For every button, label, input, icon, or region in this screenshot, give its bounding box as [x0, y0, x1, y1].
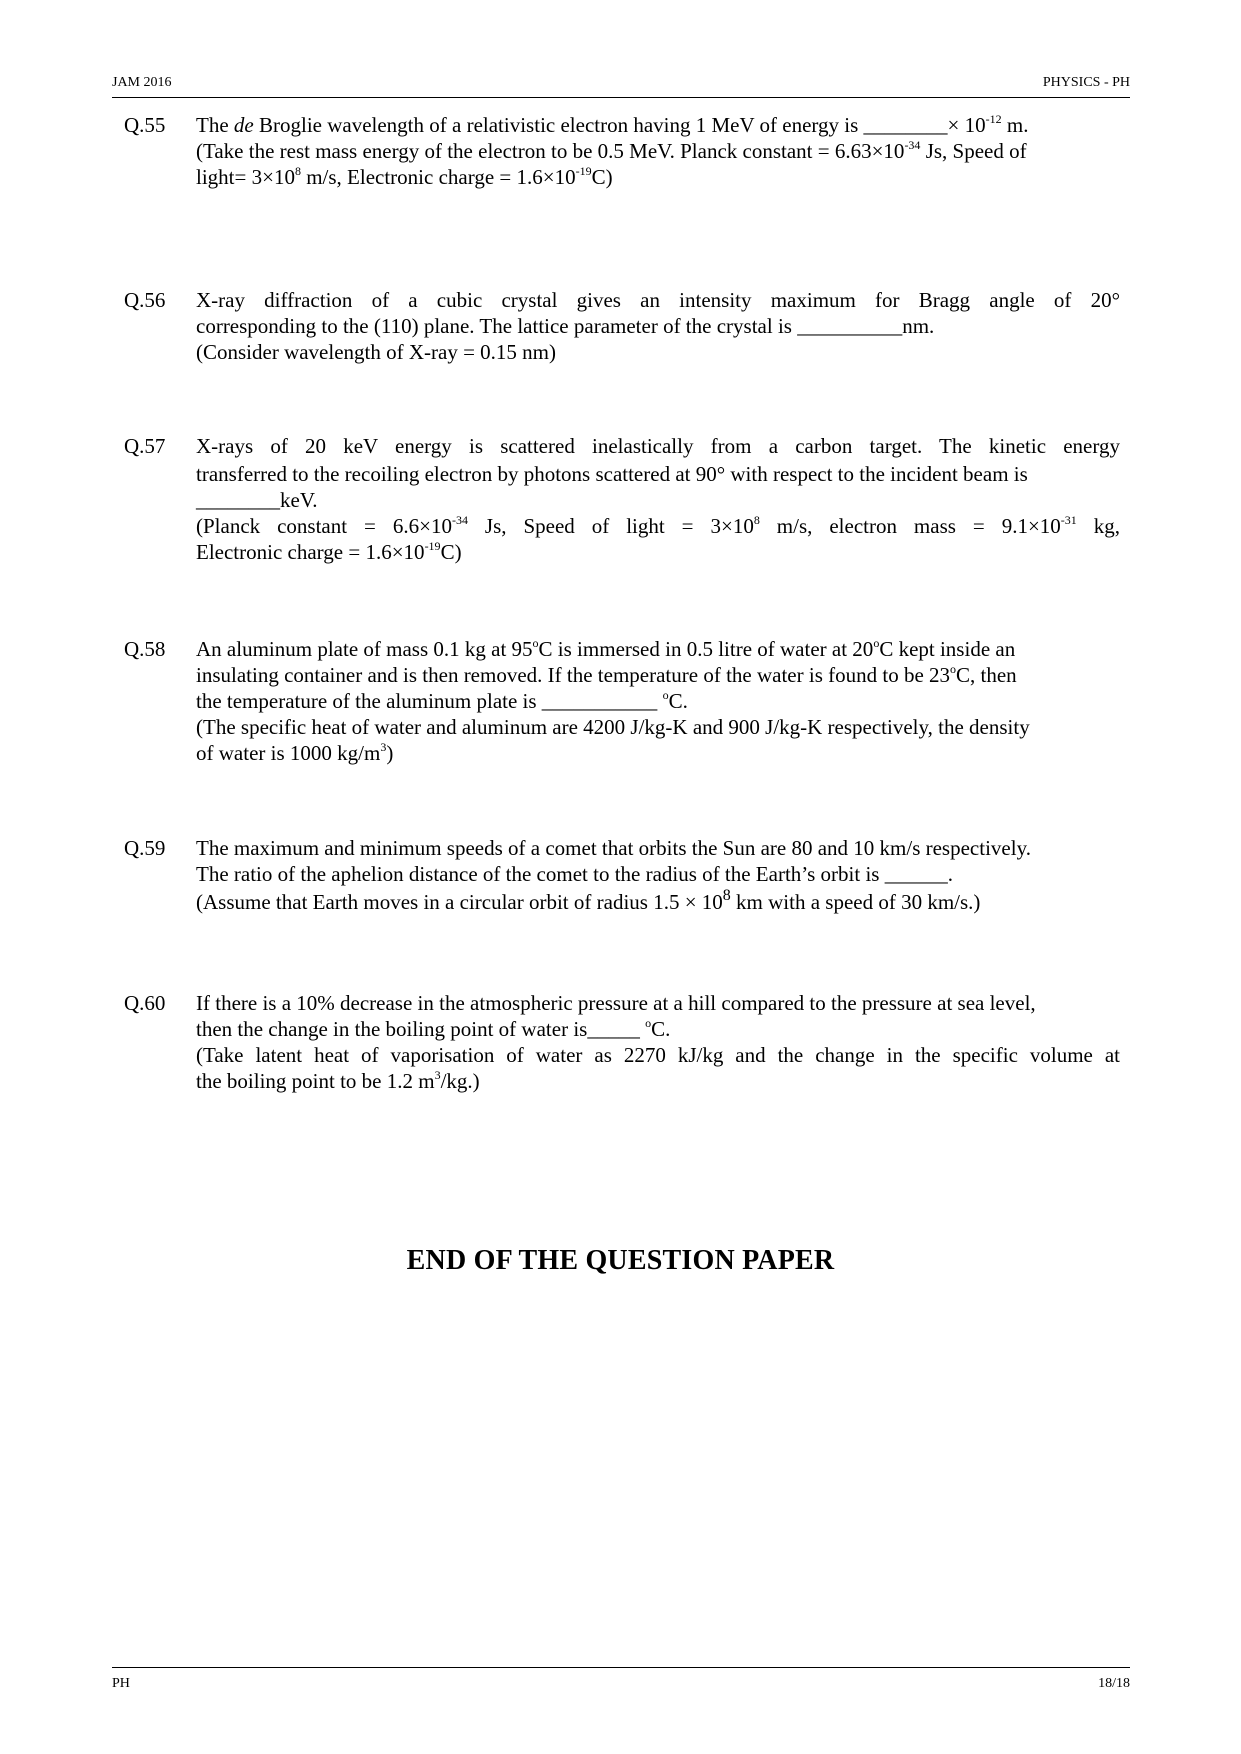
question-line: (Take latent heat of vaporisation of water as 2270 kJ/kg and the change in the specific volume at [196, 1043, 1120, 1067]
text-run: /kg.) [440, 1069, 480, 1093]
superscript: o [662, 688, 669, 702]
superscript: 3 [380, 740, 387, 754]
text-run: C. [668, 689, 688, 713]
superscript: 8 [294, 164, 301, 178]
question-number: Q.55 [124, 113, 166, 137]
text-run: kg, [1076, 514, 1121, 538]
question-number: Q.58 [124, 637, 166, 661]
superscript: 8 [753, 513, 760, 527]
question-text [196, 287, 1120, 365]
question-line: X-rays of 20 keV energy is scattered inelastically from a carbon target. The kinetic energy [196, 434, 1120, 458]
text-run: The [196, 113, 234, 137]
question-line [196, 889, 1120, 915]
text-run: An aluminum plate of mass 0.1 kg at 95 [196, 637, 533, 661]
superscript: o [645, 1016, 652, 1030]
page-number: 18/18 [1098, 1676, 1130, 1691]
text-run-italic: de [233, 113, 254, 137]
header-subject: PHYSICS - PH [1042, 75, 1130, 90]
text-run: C. [651, 1017, 671, 1041]
superscript: 3 [434, 1068, 441, 1082]
question-line: The maximum and minimum speeds of a comet that orbits the Sun are 80 and 10 km/s respectively. [196, 836, 1031, 860]
header-exam-name: JAM 2016 [112, 75, 172, 90]
question-text [196, 433, 1120, 565]
page-footer [112, 1667, 1130, 1692]
text-run: km with a speed of 30 km/s.) [730, 890, 981, 914]
math-expression: 1.5 × 10 [653, 890, 723, 914]
superscript: -19 [424, 539, 441, 553]
question-line [196, 688, 1120, 714]
superscript: -31 [1060, 513, 1077, 527]
superscript: -12 [985, 112, 1002, 126]
question-line [196, 1016, 1120, 1042]
question-line [196, 539, 1120, 565]
question-line [196, 138, 1120, 164]
question-text [196, 990, 1120, 1094]
text-run: insulating container and is then removed. If the temperature of the water is found to be 23 [196, 663, 951, 687]
page-header [112, 75, 1130, 98]
text-run: C kept inside an [879, 637, 1016, 661]
superscript: 8 [722, 887, 731, 904]
question-line [196, 513, 1120, 539]
question-line [196, 662, 1120, 688]
text-run: the temperature of the aluminum plate is ___________ [196, 689, 663, 713]
footer-subject-code: PH [112, 1676, 130, 1691]
question-text [196, 112, 1120, 190]
question-number: Q.59 [124, 836, 166, 860]
question-line: ________keV. [196, 488, 318, 512]
question-number: Q.56 [124, 288, 166, 312]
question-line: (Consider wavelength of X-ray = 0.15 nm) [196, 340, 557, 364]
text-run: the boiling point to be 1.2 m [196, 1069, 435, 1093]
superscript: -34 [451, 513, 468, 527]
text-run: C is immersed in 0.5 litre of water at 20 [538, 637, 874, 661]
question-text [196, 835, 1120, 915]
text-run: (Assume that Earth moves in a circular orbit of radius [196, 890, 654, 914]
text-run: Electronic charge = 1.6×10 [196, 540, 425, 564]
question-line [196, 1068, 1120, 1094]
text-run: (Take the rest mass energy of the electron to be 0.5 MeV. Planck constant = 6.63×10 [196, 139, 905, 163]
superscript: o [873, 636, 880, 650]
superscript: -19 [575, 164, 592, 178]
superscript: o [532, 636, 539, 650]
question-line: X-ray diffraction of a cubic crystal gives an intensity maximum for Bragg angle of 20° [196, 288, 1120, 312]
text-run: ) [386, 741, 394, 765]
question-number: Q.57 [124, 434, 166, 458]
question-line [196, 740, 1120, 766]
question-line: The ratio of the aphelion distance of the comet to the radius of the Earth’s orbit is ______. [196, 862, 953, 886]
superscript: -34 [904, 138, 921, 152]
text-run: Broglie wavelength of a relativistic electron having 1 MeV of energy is ________× 10 [253, 113, 986, 137]
text-run: light= 3×10 [196, 165, 295, 189]
question-line: (The specific heat of water and aluminum are 4200 J/kg-K and 900 J/kg-K respectively, the density [196, 715, 1030, 739]
text-run: C, then [956, 663, 1017, 687]
question-text [196, 636, 1120, 766]
text-run: m/s, Electronic charge = 1.6×10 [300, 165, 576, 189]
text-run: (Planck constant = 6.6×10 [196, 514, 452, 538]
question-line: transferred to the recoiling electron by photons scattered at 90° with respect to the incident beam is [196, 462, 1028, 486]
question-line [196, 636, 1120, 662]
text-run: m. [1001, 113, 1029, 137]
text-run: Js, Speed of light = 3×10 [467, 514, 754, 538]
question-line [196, 164, 1120, 190]
text-run: Js, Speed of [920, 139, 1027, 163]
question-line: corresponding to the (110) plane. The lattice parameter of the crystal is __________nm. [196, 314, 935, 338]
text-run: m/s, electron mass = 9.1×10 [759, 514, 1061, 538]
text-run: C) [591, 165, 613, 189]
end-of-paper-title: END OF THE QUESTION PAPER [406, 1245, 835, 1276]
superscript: o [950, 662, 957, 676]
text-run: of water is 1000 kg/m [196, 741, 381, 765]
question-number: Q.60 [124, 991, 166, 1015]
text-run: C) [440, 540, 462, 564]
question-line: If there is a 10% decrease in the atmospheric pressure at a hill compared to the pressure at sea level, [196, 991, 1036, 1015]
text-run: then the change in the boiling point of water is_____ [196, 1017, 646, 1041]
question-line [196, 112, 1120, 138]
